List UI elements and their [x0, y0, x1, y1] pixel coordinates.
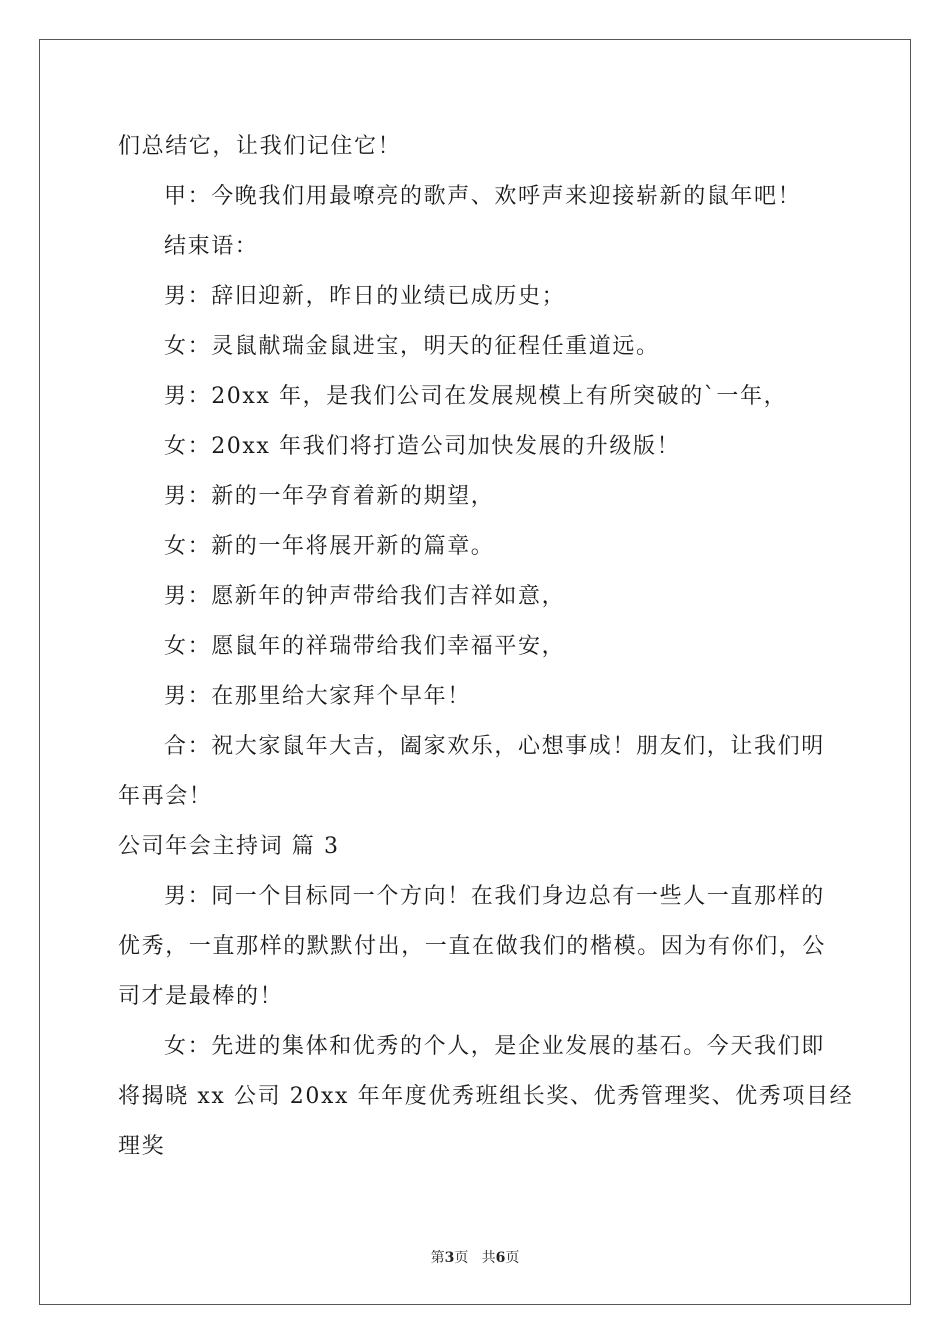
paragraph-line: 女：新的一年将展开新的篇章。 [164, 534, 495, 559]
paragraph-line: 男：愿新年的钟声带给我们吉祥如意， [164, 584, 566, 609]
paragraph-line: 合：祝大家鼠年大吉，阖家欢乐，心想事成！朋友们，让我们明 [164, 734, 825, 759]
document-body [118, 130, 854, 1180]
paragraph-line: 优秀，一直那样的默默付出，一直在做我们的楷模。因为有你们，公 [118, 934, 827, 959]
page-total: 6 [495, 1250, 506, 1266]
paragraph-line: 理奖 [118, 1134, 166, 1159]
paragraph-line: 年再会！ [118, 784, 213, 809]
paragraph-line: 司才是最棒的！ [118, 984, 284, 1009]
paragraph-line: 将揭晓 xx 公司 20xx 年年度优秀班组长奖、优秀管理奖、优秀项目经 [118, 1084, 854, 1109]
paragraph-line: 男：辞旧迎新，昨日的业绩已成历史； [164, 284, 566, 309]
paragraph-line: 男：新的一年孕育着新的期望， [164, 484, 495, 509]
paragraph-line: 男：在那里给大家拜个早年！ [164, 684, 471, 709]
page-footer [0, 1247, 950, 1267]
paragraph-line: 男：20xx 年，是我们公司在发展规模上有所突破的`一年， [164, 384, 788, 409]
paragraph-line: 甲：今晚我们用最嘹亮的歌声、欢呼声来迎接崭新的鼠年吧！ [164, 184, 802, 209]
page-suffix: 页 [454, 1250, 469, 1266]
paragraph-line: 女：20xx 年我们将打造公司加快发展的升级版！ [164, 434, 681, 459]
total-suffix: 页 [505, 1250, 520, 1266]
paragraph-line: 女：先进的集体和优秀的个人，是企业发展的基石。今天我们即 [164, 1034, 825, 1059]
paragraph-line: 女：灵鼠献瑞金鼠进宝，明天的征程任重道远。 [164, 334, 660, 359]
page-number: 3 [444, 1250, 455, 1266]
paragraph-line: 男：同一个目标同一个方向！在我们身边总有一些人一直那样的 [164, 884, 825, 909]
total-prefix: 共 [481, 1250, 496, 1266]
page-prefix: 第 [430, 1250, 445, 1266]
section-heading: 公司年会主持词 篇 3 [118, 834, 340, 859]
paragraph-line: 女：愿鼠年的祥瑞带给我们幸福平安， [164, 634, 566, 659]
paragraph-line: 结束语： [164, 234, 259, 259]
paragraph-line: 们总结它，让我们记住它！ [118, 134, 402, 159]
